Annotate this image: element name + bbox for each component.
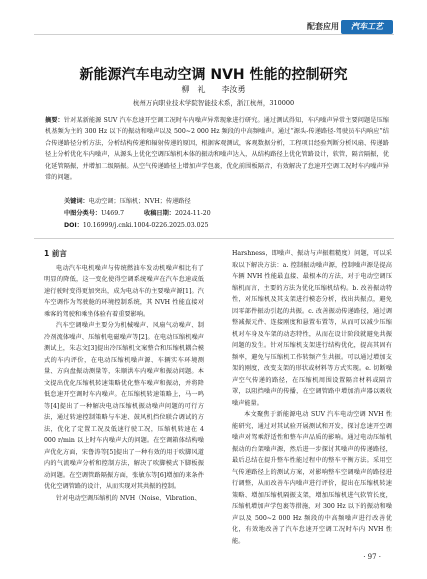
body-paragraph: 针对电动空调压缩机的 NVH（Noise、Vibration、: [56, 494, 201, 502]
abstract-label: 摘要：: [45, 117, 64, 124]
article-title: 新能源汽车电动空调 NVH 性能的控制研究: [79, 67, 348, 83]
abstract: [45, 115, 389, 183]
abstract-text: 针对某新能源 SUV 汽车怠速开空调工况时车内噪声异常现象进行研究。通过测试得知，车内噪声异常主要问题是压缩机基频为主的 300 Hz 以下的振动和噪声以及 500~2 000 Hz 频段的中高频噪声。通过“源头-传递路径-驾驶员车内响应”结合传递路径分析方法，分析结构传递和辐射传递的原因，根据客观测试，客观数据分析，工程项目经验判断分析风扇、传递路径上分析优化车内噪声，从源头上优化空调压缩机本体的振动和噪声达入，从结构路径上优化管路设计，软管，隔音隔振，优化延管隔振，并增加二级隔振。从空气传递路径上增加声学包裹，优化前围板隔音，有效解决了怠速开空调工况时车内噪声异常的问题。: [45, 117, 389, 182]
authors: 柳 礼 李汝勇: [181, 85, 246, 94]
left-column: [44, 248, 204, 504]
section-heading: 1 前言: [44, 249, 67, 258]
keywords-label: 关键词：: [64, 198, 89, 205]
keywords-text: 电动空调；压缩机；NVH；传递路径: [88, 198, 191, 205]
classification-line: [64, 208, 394, 219]
page-number: · 97 ·: [363, 553, 381, 561]
body-paragraph: 本文聚焦于新能源电动 SUV 汽车电动空调 NVH 性能研究，通过对其试验开展测试和开发，探讨怠速开空调噪声对驾乘舒适性和整车声品质的影响。通过电动压缩机振动的台架噪声源，然后进一步探讨其噪声的传递路径，最后总结在提升整车性能过程中的整车平衡方法。采用空气传递路径上的测试方案，对影响整车空调噪声的路径进行调整，从而改善车内噪声进行评价，提出在压缩机转速策略、增加压缩机隔振支架，增加压缩机进气软管长度，压缩机增加声学包裹等措施，对 300 Hz 以下的振动和噪声以及 500~2 000 Hz 频段的中高频噪声进行改善优化，有效地改善了汽车怠速开空调工况时车内 NVH 性能。: [232, 411, 392, 545]
doi-value: 10.16999/j.cnki.1004-0226.2025.03.025: [82, 222, 209, 229]
right-column: [232, 248, 392, 547]
classification-value: U469.7: [101, 210, 125, 217]
journal-header: [0, 10, 427, 34]
received-date-label: 收稿日期：: [144, 210, 175, 217]
doi-label: DOI：: [64, 222, 83, 229]
classification-label: 中图分类号：: [64, 210, 102, 217]
body-paragraph: 电动汽车电机噪声与传统燃油车发动机噪声相比有了明显的降低，这一变化使得空调系统噪声在汽车怠速或低速行驶时变得更加突出，成为电动车的主要噪声源[1]。汽车空调作为驾驶舱的环境控制系统，其 NVH 性能直接对乘客的驾驶和乘坐体验有着重要影响。: [44, 264, 204, 318]
received-date: 2024-11-20: [174, 210, 211, 217]
section-divider: [34, 238, 394, 239]
keywords: [64, 196, 394, 207]
affiliation: 杭州万向职业技术学院智能技术系，浙江杭州，310000: [132, 99, 295, 107]
header-rule: [34, 34, 394, 35]
body-paragraph: 汽车空调噪声主要分为机械噪声、风扇气动噪声、制冷剂流体噪声、压缩机电磁噪声等[2]。在电动压缩机噪声测试上，朱志文[3]提出冷压缩机文案整合和压缩机耦合模式的车内评价，在电动压缩机噪声源、车辆实车环境测量、方向盘振动测量等，朱顺洪车内噪声和振动问题。本文提出优化压缩机转速策略优化整车噪声和振动，并将降低怠速开空调时车内噪声。在压缩机转速策略上，马一鸣等[4]提出了一种解决电动压缩机振动噪声问题的可行方法，通过转速控制策略与车速、鼓风机挡位联合调试的方法，优化了定置工况及低速行驶工况，压缩机转速在 4 000 r/min 以上时车内噪声大的问题。在空调箱体结构噪声优化方面，宋鲁涛等[5]提出了一种有效的用于吹脚风道内的气流噪声分析和控制方法，解决了吹脚模式下脚板振动问题。在空调管路隔振方面，张敏东等[6]增加的来条件优化空调管路的设计，从而实现对其共振的控制。: [44, 322, 204, 490]
body-paragraph: Harshness，即噪声、振动与声振粗糙度）问题，可以采取以下解决方法：a. 控制振动噪声源，控制噪声源是提高车辆 NVH 性能最直接、最根本的方法，对于电动空调压缩机而言，主要的方法为优化压缩机结构。b. 改善振动特性，对压缩机及其支架进行模态分析，找出共振点，避免因零部件振动引起的共振。c. 改善振动传递路径，通过调整减振元件、连接刚度和悬置布置等，从而可以减少压缩机对车身及车架的动态特性，从而在设计阶段就避免共振问题的发生。针对压缩机支架进行结构优化，提高其固有频率，避免与压缩机工作转频产生共振。可以通过增加支架的刚度，改变支架的形状或材料等方式实现。e. 切断噪声空气传递的路径，在压缩机周围设置隔音材料或隔音罩，以阻挡噪声的传播，在空调管路中增加消声器以吸收噪声能量。: [232, 250, 392, 407]
section-label: 配套应用: [307, 22, 339, 31]
doi-line: [64, 220, 394, 231]
journal-logo: 汽车工艺: [341, 20, 393, 34]
